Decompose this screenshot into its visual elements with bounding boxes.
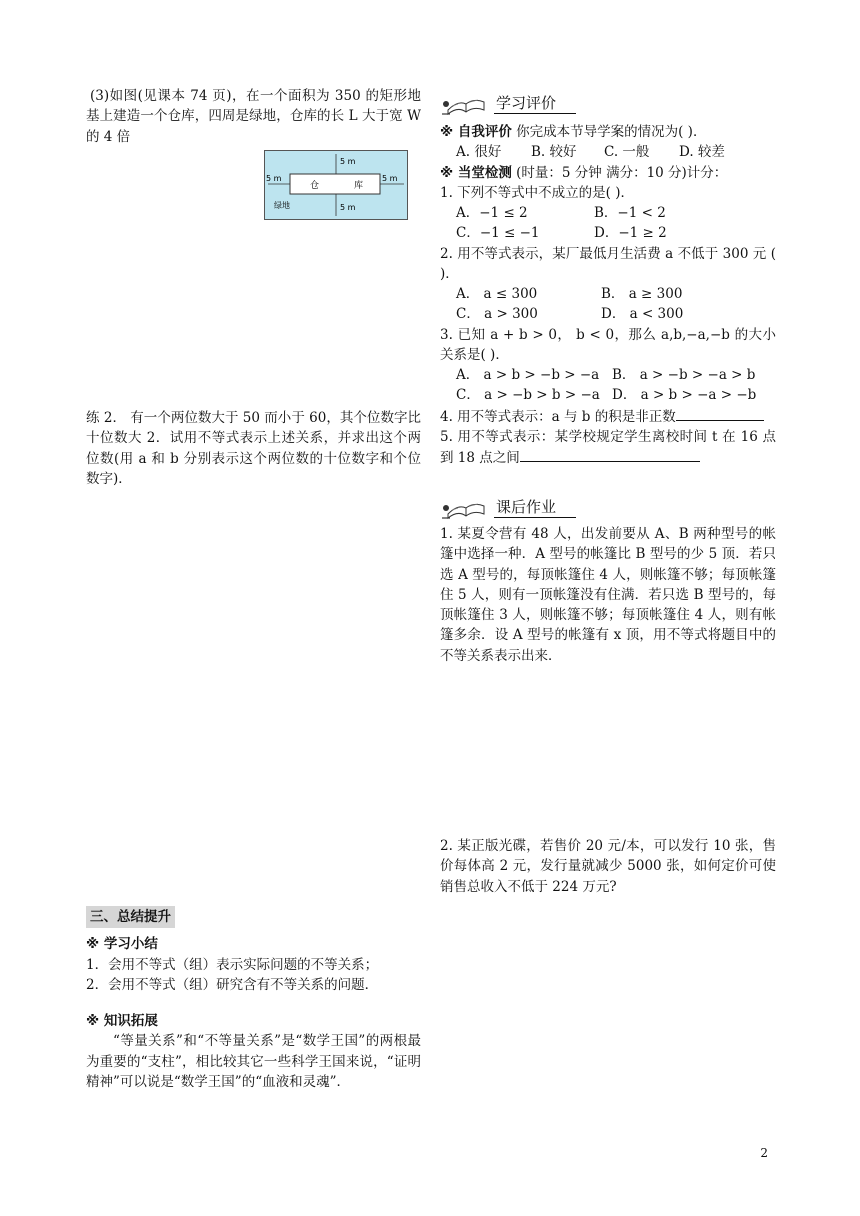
q3-option-d: D． a > b > −a > −b — [612, 387, 757, 404]
q1-option-b: B．−1 < 2 — [594, 205, 666, 221]
self-eval-label: ※ 自我评价 — [440, 124, 512, 140]
problem-3-text: (3)如图(见课本 74 页)，在一个面积为 350 的矩形地基上建造一个仓库，四周是绿地，仓库的长 L 大于宽 W 的 4 倍 — [86, 88, 421, 145]
question-1: 1. 下列不等式中不成立的是( )． — [440, 184, 634, 201]
summary-title: 三、总结提升 — [86, 906, 175, 928]
exercise-2 — [86, 408, 421, 489]
q1-option-a: A．−1 ≤ 2 — [456, 205, 528, 221]
q4-answer-blank[interactable] — [676, 406, 764, 421]
q1-option-c: C．−1 ≤ −1 — [456, 225, 540, 242]
q3-option-a: A． a > b > −b > −a — [456, 367, 600, 383]
eval-title: 学习评价 — [494, 93, 576, 114]
fig-top-label: 5 m — [340, 157, 356, 166]
fig-greenland-label: 绿地 — [274, 201, 290, 210]
problem-3 — [86, 86, 421, 147]
test-info: (时量：5 分钟 满分：10 分)计分： — [516, 164, 728, 181]
test-label: ※ 当堂检测 — [440, 164, 512, 181]
eval-header — [440, 88, 776, 118]
evaluation-section — [440, 88, 776, 468]
self-eval-options — [440, 142, 776, 162]
q1-options-row1 — [440, 203, 776, 223]
homework-1: 1. 某夏令营有 48 人，出发前要从 A、B 两种型号的帐篷中选择一种．A 型号的帐篷比 B 型号的少 5 顶．若只选 A 型号的，每顶帐篷住 4 人，则帐篷不够；每顶帐篷住 5 人，则有一顶帐篷没有住满．若只选 B 型号的，每顶帐篷住 3 人，则帐篷不够；每顶帐篷住 4 人，则有帐篷多余．设 A 型号的帐篷有 x 顶，用不等式将题目中的不等关系表示出来． — [440, 526, 776, 664]
warehouse-figure — [264, 150, 408, 220]
book-reading-icon — [440, 90, 488, 116]
homework-2: 2. 某正版光碟，若售价 20 元/本，可以发行 10 张，售价每体高 2 元，发行量就减少 5000 张，如何定价可使销售总收入不低于 224 万元? — [440, 838, 776, 895]
page-number: 2 — [760, 1146, 768, 1160]
question-2: 2. 用不等式表示，某厂最低月生活费 a 不低于 300 元 ( )． — [440, 245, 776, 282]
fig-bottom-label: 5 m — [340, 203, 356, 212]
book-reading-icon — [440, 494, 488, 520]
homework-2-block — [440, 836, 776, 897]
q1-options-row2 — [440, 223, 776, 243]
fig-warehouse-a: 仓 — [310, 181, 320, 191]
self-eval-option: C. 一般 — [604, 144, 650, 161]
q2-option-a: A． a ≤ 300 — [456, 286, 538, 302]
q2-option-d: D． a < 300 — [601, 306, 684, 323]
summary-item-2: 2．会用不等式（组）研究含有不等关系的问题． — [86, 976, 379, 993]
homework-title: 课后作业 — [494, 497, 576, 518]
question-4: 4. 用不等式表示：a 与 b 的积是非正数 — [440, 408, 676, 425]
question-3: 3. 已知 a + b > 0， b < 0，那么 a,b,−a,−b 的大小关系是( )． — [440, 326, 776, 363]
q3-options-row2 — [440, 385, 776, 405]
summary-section — [86, 906, 421, 1092]
self-eval-option: D. 较差 — [679, 144, 725, 161]
q2-options-row2 — [440, 304, 776, 324]
warehouse-rect — [290, 174, 380, 194]
expand-text: “等量关系”和“不等量关系”是“数学王国”的两根最为重要的“支柱”，相比较其它一些科学王国来说，“证明精神”可以说是“数学王国”的“血液和灵魂”． — [86, 1033, 421, 1090]
fig-right-label: 5 m — [382, 174, 398, 183]
self-eval-text: 你完成本节导学案的情况为( )． — [516, 124, 707, 140]
q5-answer-blank[interactable] — [520, 447, 700, 462]
homework-section — [440, 492, 776, 666]
self-eval-option: A. 很好 — [456, 144, 502, 161]
summary-sub1: ※ 学习小结 — [86, 936, 158, 953]
q3-option-c: C． a > −b > b > −a — [456, 387, 600, 404]
summary-sub2: ※ 知识拓展 — [86, 1013, 158, 1029]
fig-warehouse-b: 库 — [354, 181, 364, 191]
fig-left-label: 5 m — [266, 174, 282, 183]
q3-options-row1 — [440, 365, 776, 385]
q3-option-b: B． a > −b > −a > b — [612, 367, 756, 383]
q2-option-c: C． a > 300 — [456, 306, 538, 323]
self-eval-option: B. 较好 — [531, 144, 577, 161]
q2-option-b: B． a ≥ 300 — [601, 286, 683, 302]
summary-item-1: 1．会用不等式（组）表示实际问题的不等关系； — [86, 956, 379, 973]
exercise-2-text: 练 2． 有一个两位数大于 50 而小于 60，其个位数字比十位数大 2．试用不等式表示上述关系，并求出这个两位数(用 a 和 b 分别表示这个两位数的十位数字和个位数字)． — [86, 410, 421, 487]
q2-options-row1 — [440, 284, 776, 304]
homework-header — [440, 492, 776, 522]
q1-option-d: D．−1 ≥ 2 — [594, 225, 667, 242]
question-5: 5. 用不等式表示：某学校规定学生离校时间 t 在 16 点到 18 点之间 — [440, 428, 776, 466]
